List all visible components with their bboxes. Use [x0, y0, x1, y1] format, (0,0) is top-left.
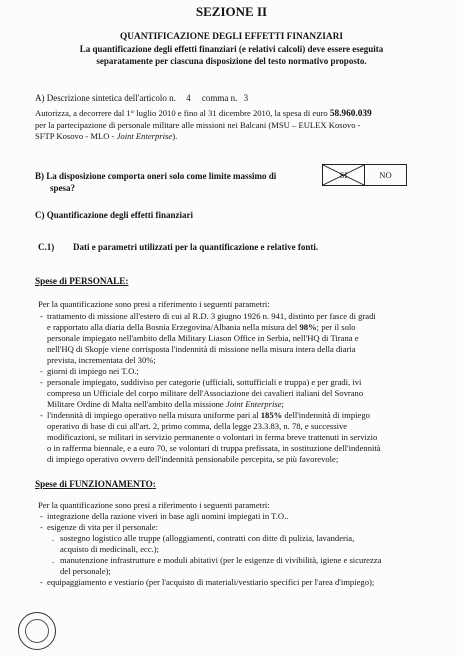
personale-line-3: personale impiegato nell'ambito della Military Liason Office in Serbia, nell'HQ di Tirana e [47, 333, 359, 343]
personale-line-9-pre: Militare Ordine di Malta nell'ambito della missione [47, 399, 226, 409]
personale-heading-pre: Spese di [35, 276, 70, 286]
section-a-line-3-pre: SFTP Kosovo - MLO - [35, 131, 117, 141]
funzionamento-line-2: esigenze di vita per il personale: [47, 522, 158, 532]
articolo-number: 4 [186, 93, 191, 103]
personale-line-14: di impiego operativo ovvero dell'indennità pensionabile percepita, se più favorevole; [47, 454, 339, 464]
funzionamento-line-1: integrazione della razione viveri in base agli uomini impiegati in T.O.. [47, 511, 289, 521]
bullet-dash: - [40, 410, 43, 420]
section-a-line-2: per la partecipazione di personale militare alle missioni nei Balcani (MSU – EULEX Kosovo - [35, 120, 361, 130]
funzionamento-heading-post: : [152, 479, 156, 489]
no-checkbox[interactable] [364, 164, 407, 186]
funzionamento-heading-main: FUNZIONAMENTO [69, 479, 153, 489]
personale-line-9-italic: Joint Enterprise [225, 399, 282, 409]
personale-line-9-post: ; [281, 399, 284, 409]
section-title: SEZIONE II [195, 4, 268, 19]
personale-heading-main: PERSONALE [69, 276, 126, 286]
section-a-line-3-post: ). [172, 131, 178, 141]
bullet-dash: - [40, 511, 43, 521]
section-a-heading [35, 93, 248, 103]
funzionamento-line-4b: del personale); [60, 566, 111, 576]
section-c1-heading: Dati e parametri utilizzati per la quantificazione e relative fonti. [73, 242, 319, 252]
spending-amount: 58.960.039 [329, 109, 372, 119]
funzionamento-line-3b: acquisto di medicinali, ecc.); [60, 544, 160, 554]
bullet-dash: - [40, 577, 43, 587]
personale-line-2 [47, 322, 427, 332]
bullet-dash: - [40, 311, 43, 321]
section-c1-number: C.1) [38, 242, 55, 252]
section-a-line-1-text: Autorizza, a decorrere dal 1° luglio 2010 e fino al 31 dicembre 2010, la spesa di euro [35, 108, 330, 118]
personale-line-10-post: dell'indennità di impiego [282, 410, 370, 420]
official-seal-icon [18, 612, 56, 650]
subtitle-line-1: La quantificazione degli effetti finanziari (e relativi calcoli) deve essere eseguita [79, 44, 384, 54]
indennita-percent: 185% [260, 410, 283, 420]
bullet-dash: - [40, 377, 43, 387]
section-b-line-2: spesa? [50, 183, 76, 193]
personale-heading-post: : [125, 276, 129, 286]
subtitle-line-2: separatamente per ciascuna disposizione del testo normativo proposto. [96, 56, 367, 66]
bullet-dot: . [52, 555, 55, 565]
si-label: SI [339, 170, 348, 180]
bullet-dash: - [40, 366, 43, 376]
funzionamento-heading-pre: Spese di [35, 479, 70, 489]
funzionamento-intro: Per la quantificazione sono presi a riferimento i seguenti parametri: [38, 500, 270, 510]
comma-number: 3 [243, 93, 249, 103]
personale-line-2-post: ; per il solo [316, 322, 356, 332]
personale-line-5: prevista, incrementata del 30%; [47, 355, 156, 365]
personale-line-8: compreso un Ufficiale del corpo militare dell'Associazione dei cavalieri italiani del Sovrano [47, 388, 364, 398]
section-a-label: A) Descrizione sintetica dell'articolo n. [35, 93, 176, 103]
personale-intro: Per la quantificazione sono presi a riferimento i seguenti parametri: [38, 299, 270, 309]
section-a-line-3 [35, 131, 177, 141]
personale-line-7: personale impiegato, suddiviso per categorie (ufficiali, sottufficiali e truppa) e per gradi, ivi [47, 377, 362, 387]
funzionamento-line-3a: sostegno logistico alle truppe (alloggiamenti, contratti con ditte di pulizia, lavanderia, [60, 533, 355, 543]
section-a-line-1 [35, 108, 372, 119]
section-c-heading: C) Quantificazione degli effetti finanziari [35, 210, 193, 220]
section-a-line-3-italic: Joint Enterprise [116, 131, 173, 141]
personale-line-6: giorni di impiego nei T.O.; [47, 366, 139, 376]
personale-line-10 [47, 410, 427, 420]
seal-inner-ring [25, 619, 49, 643]
section-b-line-1: B) La disposizione comporta oneri solo come limite massimo di [35, 171, 277, 181]
personale-line-11: operativo di base di cui all'art. 2, primo comma, della legge 23.3.83, n. 78, e successive [47, 421, 348, 431]
personale-heading [35, 276, 128, 286]
personale-line-2-pre: e rapportato alla diaria della Bosnia Erzegovina/Albania nella misura del [47, 322, 300, 332]
bullet-dot: . [52, 533, 55, 543]
personale-line-12: modificazioni, se militari in servizio permanente o volontari in ferma breve trattenuti in servizio [47, 432, 378, 442]
diaria-percent: 98% [299, 322, 317, 332]
comma-label: comma n. [201, 93, 238, 103]
funzionamento-line-5: equipaggiamento e vestiario (per l'acquisto di materiali/vestiario specifici per l'area d'impiego); [47, 577, 375, 587]
personale-line-10-pre: l'indennità di impiego operativo nella misura uniforme pari al [47, 410, 261, 420]
funzionamento-line-4a: manutenzione infrastrutture e moduli abitativi (per le esigenze di vivibilità, igiene e sicurezza [60, 555, 382, 565]
personale-line-1: trattamento di missione all'estero di cui al R.D. 3 giugno 1926 n. 941, distinto per fasce di gradi [47, 311, 376, 321]
bullet-dash: - [40, 522, 43, 532]
page-title: QUANTIFICAZIONE DEGLI EFFETTI FINANZIARI [120, 32, 343, 42]
personale-line-13: o in rafferma biennale, e a euro 70, se volontari di truppa prefissata, in sostituzione dell'indennità [47, 443, 381, 453]
no-label: NO [379, 170, 392, 180]
si-checkbox[interactable] [322, 164, 365, 186]
personale-line-9 [47, 399, 427, 409]
funzionamento-heading [35, 479, 156, 489]
personale-line-4: nell'HQ di Skopje viene corrisposta l'indennità di missione nella misura intera della diaria [47, 344, 356, 354]
